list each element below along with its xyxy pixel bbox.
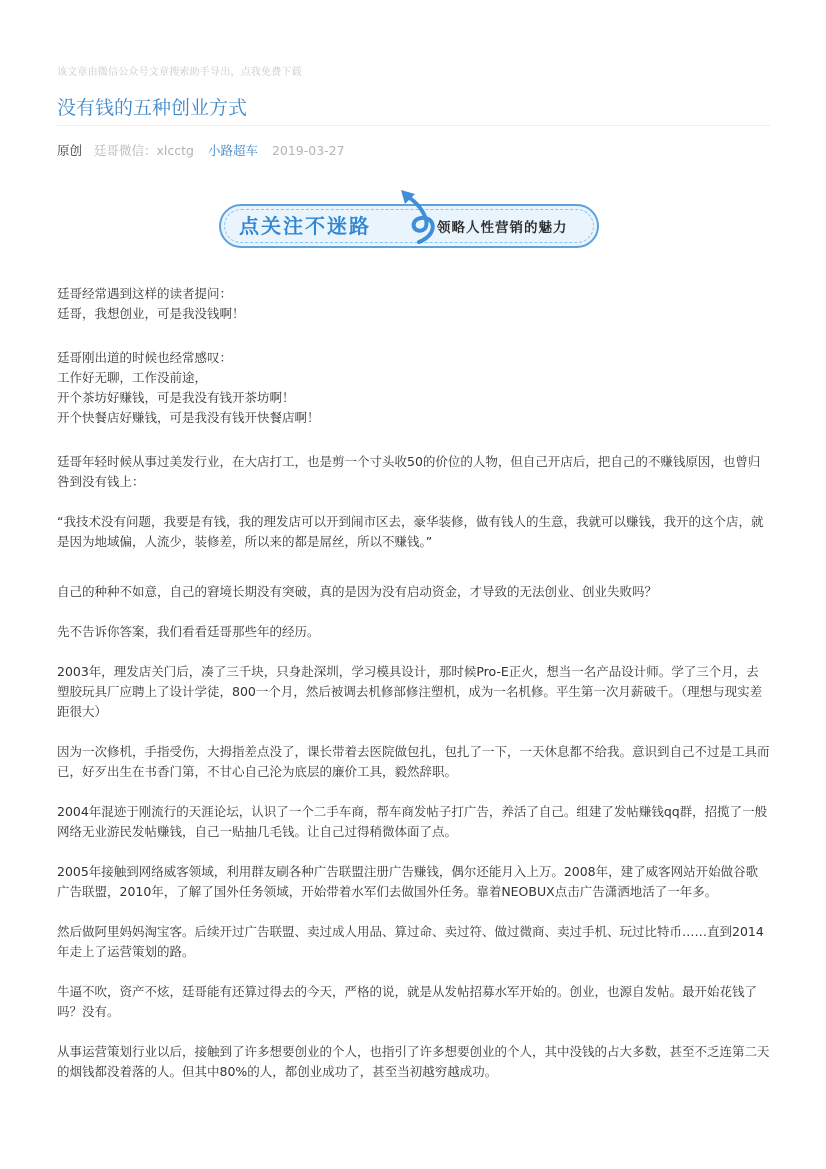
- paragraph: 因为一次修机，手指受伤，大拇指差点没了，课长带着去医院做包扎，包扎了一下，一天休息都不给我。意识到自己不过是工具而已，好歹出生在书香门第，不甘心自己沦为底层的廉价工具，毅然辞职。: [57, 744, 770, 779]
- paragraph: 从事运营策划行业以后，接触到了许多想要创业的个人，也指引了许多想要创业的个人，其中没钱的占大多数，甚至不乏连第二天的烟钱都没着落的人。但其中80%的人，都创业成功了，甚至当初越穷越成功。: [57, 1044, 770, 1079]
- paragraph: 然后做阿里妈妈淘宝客。后续开过广告联盟、卖过成人用品、算过命、卖过符、做过微商、卖过手机、玩过比特币……直到2014年走上了运营策划的路。: [57, 924, 764, 959]
- banner-slogan-text: 领略人性营销的魅力: [437, 220, 568, 236]
- paragraph: 2004年混迹于刚流行的天涯论坛，认识了一个二手车商，帮车商发帖子打广告，养活了自己。组建了发帖赚钱qq群，招揽了一般网络无业游民发帖赚钱，自己一贴抽几毛钱。让自己过得稍微体面了点。: [57, 804, 768, 839]
- paragraph-line: 工作好无聊，工作没前途，: [57, 370, 208, 385]
- paragraph-line: 廷哥经常遇到这样的读者提问：: [57, 286, 233, 301]
- quote-paragraph: “我技术没有问题，我要是有钱，我的理发店可以开到闹市区去，豪华装修，做有钱人的生意，我就可以赚钱，我开的这个店，就是因为地域偏，人流少，装修差，所以来的都是屌丝，所以不赚钱。”: [57, 514, 764, 549]
- publish-date: 2019-03-27: [271, 143, 345, 158]
- paragraph: 先不告诉你答案，我们看看廷哥那些年的经历。: [57, 624, 320, 639]
- original-label: 原创: [57, 143, 83, 158]
- paragraph: 自己的种种不如意，自己的窘境长期没有突破，真的是因为没有启动资金，才导致的无法创业、创业失败吗？: [57, 584, 658, 599]
- paragraph: 2003年，理发店关门后，凑了三千块，只身赴深圳，学习模具设计，那时候Pro-E正火，想当一名产品设计师。学了三个月，去塑胶玩具厂应聘上了设计学徒，800一个月，然后被调去机修部修注塑机，成为一名机修。平生第一次月薪破千。（理想与现实差距很大）: [57, 664, 763, 719]
- title-divider: [57, 125, 770, 126]
- article-meta: [57, 141, 345, 159]
- article-title: 没有钱的五种创业方式: [57, 97, 248, 119]
- paragraph-line: 廷哥，我想创业，可是我没钱啊！: [57, 306, 245, 321]
- follow-banner: [219, 186, 601, 250]
- paragraph: 牛逼不吹，资产不炫，廷哥能有还算过得去的今天，严格的说，就是从发帖招募水军开始的。创业，也源自发帖。最开始花钱了吗？没有。: [57, 984, 758, 1019]
- article-body: [57, 284, 770, 1082]
- export-notice[interactable]: 该文章由微信公众号文章搜索助手导出，点我免费下载: [57, 67, 302, 78]
- author-label: 廷哥微信：xlcctg: [94, 143, 194, 158]
- paragraph: 2005年接触到网络威客领域，利用群友刷各种广告联盟注册广告赚钱，偶尔还能月入上万。2008年，建了威客网站开始做谷歌广告联盟，2010年，了解了国外任务领域，开始带着水军们去做国外任务。靠着NEOBUX点击广告潇洒地活了一年多。: [57, 864, 759, 899]
- banner-follow-text: 点关注不迷路: [239, 214, 371, 238]
- paragraph-line: 开个快餐店好赚钱，可是我没有钱开快餐店啊！: [57, 410, 320, 425]
- account-link[interactable]: 小路超车: [207, 143, 258, 158]
- paragraph-line: 开个茶坊好赚钱，可是我没有钱开茶坊啊！: [57, 390, 295, 405]
- paragraph: 廷哥年轻时候从事过美发行业，在大店打工，也是剪一个寸头收50的价位的人物，但自己开店后，把自己的不赚钱原因，也曾归咎到没有钱上：: [57, 454, 761, 489]
- paragraph-line: 廷哥刚出道的时候也经常感叹：: [57, 350, 233, 365]
